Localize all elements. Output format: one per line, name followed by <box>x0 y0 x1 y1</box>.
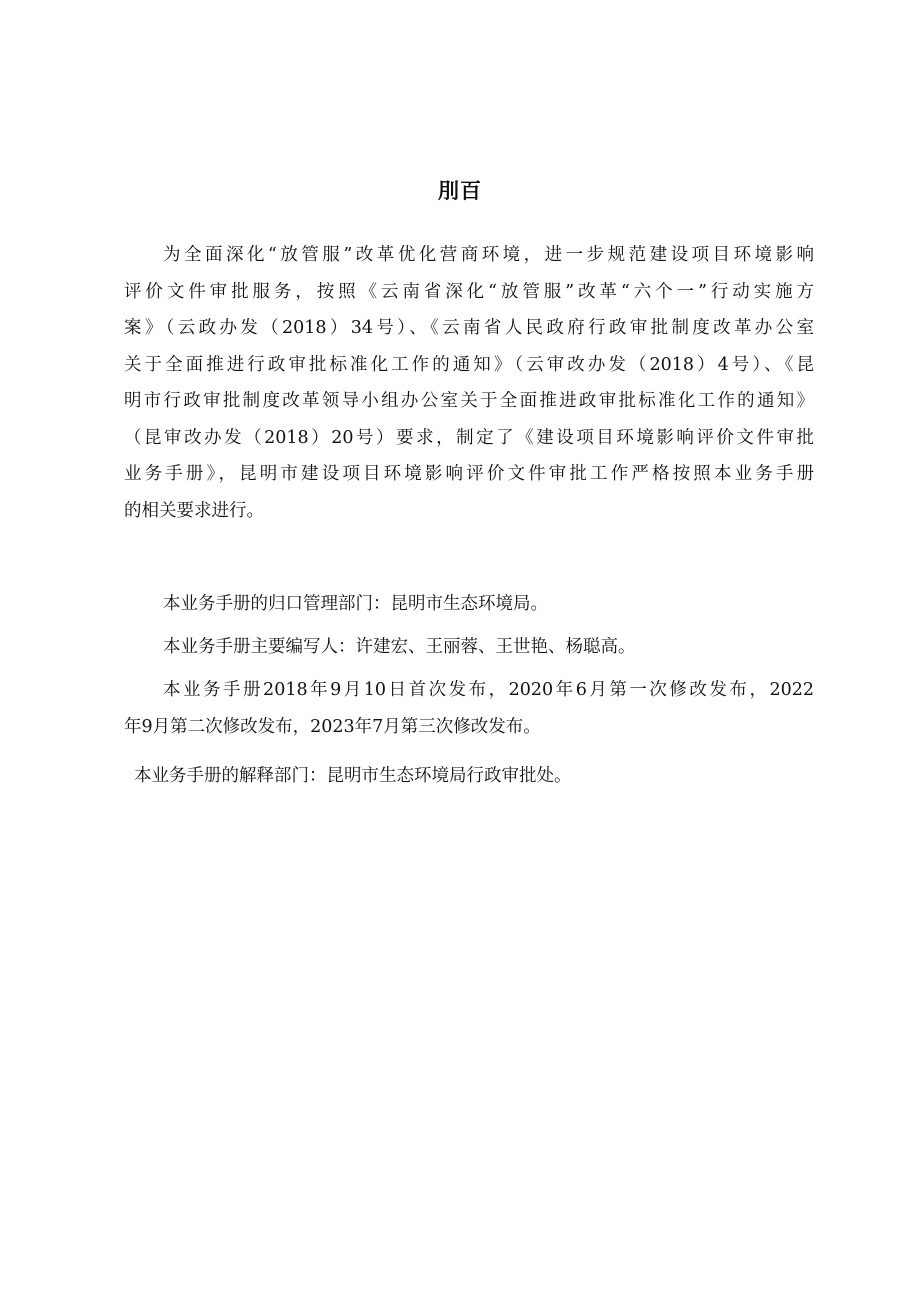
page-title: 刖百 <box>438 179 482 203</box>
paragraph-line: （昆审改办发（2018）20号）要求，制定了《建设项目环境影响评价文件审批 <box>124 427 814 448</box>
paragraph-line: 业务手册》，昆明市建设项目环境影响评价文件审批工作严格按照本业务手册 <box>124 464 814 484</box>
release-history-paragraph <box>124 672 814 745</box>
paragraph-line: 的相关要求进行。 <box>124 500 264 521</box>
paragraph-line: 年9月第二次修改发布，2023年7月第三次修改发布。 <box>124 716 541 737</box>
paragraph-line: 关于全面推进行政审批标准化工作的通知》（云审改办发（2018）4号）、《昆 <box>124 354 814 375</box>
paragraph-line: 本业务手册主要编写人：许建宏、王丽蓉、王世艳、杨聪高。 <box>163 637 636 657</box>
paragraph-line: 案》（云政办发（2018）34号）、《云南省人民政府行政审批制度改革办公室 <box>124 318 814 338</box>
writers-paragraph <box>124 629 814 666</box>
main-paragraph <box>124 237 814 529</box>
department-paragraph <box>124 586 814 623</box>
paragraph-line: 本业务手册的归口管理部门：昆明市生态环境局。 <box>163 594 548 614</box>
interpretation-paragraph: 本业务手册的解释部门：昆明市生态环境局行政审批处。 <box>134 766 572 786</box>
paragraph-line: 本业务手册2018年9月10日首次发布，2020年6月第一次修改发布，2022 <box>163 680 814 700</box>
paragraph-line: 评价文件审批服务，按照《云南省深化“放管服”改革“六个一”行动实施方 <box>124 281 814 302</box>
paragraph-line: 为全面深化“放管服”改革优化营商环境，进一步规范建设项目环境影响 <box>163 245 814 265</box>
paragraph-line: 明市行政审批制度改革领导小组办公室关于全面推进政审批标准化工作的通知》 <box>124 391 814 411</box>
